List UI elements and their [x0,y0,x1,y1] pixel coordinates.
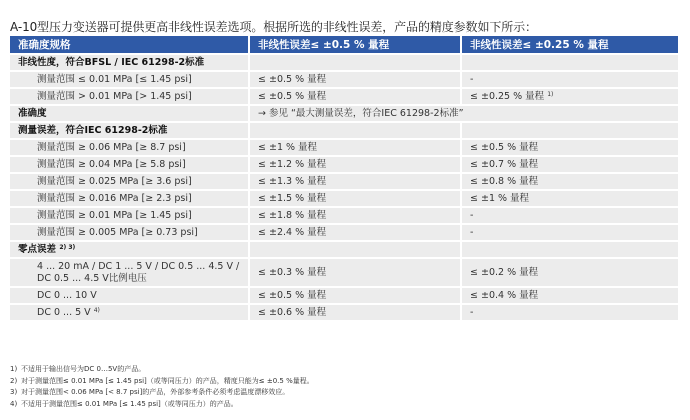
table-row [10,191,678,206]
section-title-text: 零点误差 [18,243,57,255]
header-accuracy-spec: 准确度规格 [10,36,250,53]
value-025-cell: ≤ ±0.7 % 量程 [462,157,678,172]
output-signal-line: DC 0.5 ... 4.5 V比例电压 [37,272,147,284]
value-05-cell: ≤ ±1 % 量程 [250,140,462,155]
footnote [10,364,680,376]
value-025-cell: - [462,305,678,320]
measuring-range-cell: 测量范围 ≥ 0.04 MPa [≥ 5.8 psi] [10,157,250,172]
section-row-accuracy [10,106,678,121]
measuring-range-cell: 测量范围 ≥ 0.06 MPa [≥ 8.7 psi] [10,140,250,155]
section-row-nonlinearity [10,55,678,70]
output-signal-line: 4 ... 20 mA / DC 1 ... 5 V / DC 0.5 ... 4.5 V / [37,260,240,272]
output-signal-cell [10,305,250,320]
footnotes [10,364,680,410]
value-05-cell: ≤ ±0.3 % 量程 [250,259,462,286]
footnote [10,399,680,411]
measuring-range-cell: 测量范围 ≥ 0.025 MPa [≥ 3.6 psi] [10,174,250,189]
footnote-ref: 2) 3) [59,243,76,251]
value-05-cell: ≤ ±1.5 % 量程 [250,191,462,206]
value-text: ≤ ±0.25 % 量程 [470,90,545,102]
value-025-cell: - [462,225,678,240]
footnote-number: 4) [10,399,18,408]
value-05-cell: ≤ ±0.6 % 量程 [250,305,462,320]
footnote-text: 对于测量范围≤ 0.01 MPa [≤ 1.45 psi]（或等同压力）的产品，精度只能为≤ ±0.5 %量程。 [21,376,314,385]
measuring-range-cell: 测量范围 > 0.01 MPa [> 1.45 psi] [10,89,250,104]
accuracy-reference: → 参见 “最大测量误差，符合IEC 61298-2标准” [250,106,678,121]
value-025-cell: ≤ ±0.2 % 量程 [462,259,678,286]
section-title: 准确度 [10,106,250,121]
section-title: 非线性度，符合BFSL / IEC 61298-2标准 [10,55,250,70]
section-title: 测量误差，符合IEC 61298-2标准 [10,123,250,138]
table-row [10,174,678,189]
section-title [10,242,250,257]
measuring-range-cell: 测量范围 ≥ 0.005 MPa [≥ 0.73 psi] [10,225,250,240]
measuring-range-cell: 测量范围 ≥ 0.01 MPa [≥ 1.45 psi] [10,208,250,223]
footnote-text: 不适用于输出信号为DC 0…5V的产品。 [21,365,146,373]
value-025-cell: ≤ ±0.4 % 量程 [462,288,678,303]
footnote-text: 对于测量范围< 0.06 MPa [< 8.7 psi]的产品，外部参考条件必须考虑温度漂移效应。 [21,388,290,397]
value-05-cell: ≤ ±1.8 % 量程 [250,208,462,223]
measuring-range-cell: 测量范围 ≤ 0.01 MPa [≤ 1.45 psi] [10,72,250,87]
value-025-cell: ≤ ±0.8 % 量程 [462,174,678,189]
footnote-ref: 4) [93,306,100,314]
measuring-range-cell: 测量范围 ≥ 0.016 MPa [≥ 2.3 psi] [10,191,250,206]
table-row [10,89,678,104]
intro-text: A-10型压力变送器可提供更高非线性误差选项。根据所选的非线性误差，产品的精度参数如下所示： [10,20,537,34]
value-05-cell: ≤ ±0.5 % 量程 [250,288,462,303]
header-nonlinearity-05: 非线性误差≤ ±0.5 % 量程 [250,36,462,53]
table-row [10,72,678,87]
table-row [10,208,678,223]
table-row [10,259,678,286]
table-row [10,157,678,172]
value-05-cell: ≤ ±0.5 % 量程 [250,72,462,87]
value-025-cell: - [462,208,678,223]
header-nonlinearity-025: 非线性误差≤ ±0.25 % 量程 [462,36,678,53]
section-row-zero-error [10,242,678,257]
output-signal-cell [10,259,250,286]
accuracy-spec-table [10,34,678,322]
value-025-cell [462,89,678,104]
table-header-row [10,36,678,53]
footnote [10,387,680,399]
footnote-ref: 1) [547,90,554,98]
value-025-cell: ≤ ±0.5 % 量程 [462,140,678,155]
table-row [10,140,678,155]
table-row [10,225,678,240]
value-025-cell: - [462,72,678,87]
value-05-cell: ≤ ±0.5 % 量程 [250,89,462,104]
section-row-measurement-error [10,123,678,138]
output-signal-cell: DC 0 ... 10 V [10,288,250,303]
output-signal-text: DC 0 ... 5 V [37,306,91,318]
value-05-cell: ≤ ±1.2 % 量程 [250,157,462,172]
footnote-text: 不适用于测量范围≤ 0.01 MPa [≤ 1.45 psi]（或等同压力）的产品。 [21,399,238,408]
table-row [10,288,678,303]
footnote-number: 2) [10,376,18,385]
footnote-number: 1) [10,365,18,373]
footnote-number: 3) [10,388,18,397]
footnote [10,376,680,388]
value-05-cell: ≤ ±2.4 % 量程 [250,225,462,240]
value-025-cell: ≤ ±1 % 量程 [462,191,678,206]
table-row [10,305,678,320]
value-05-cell: ≤ ±1.3 % 量程 [250,174,462,189]
